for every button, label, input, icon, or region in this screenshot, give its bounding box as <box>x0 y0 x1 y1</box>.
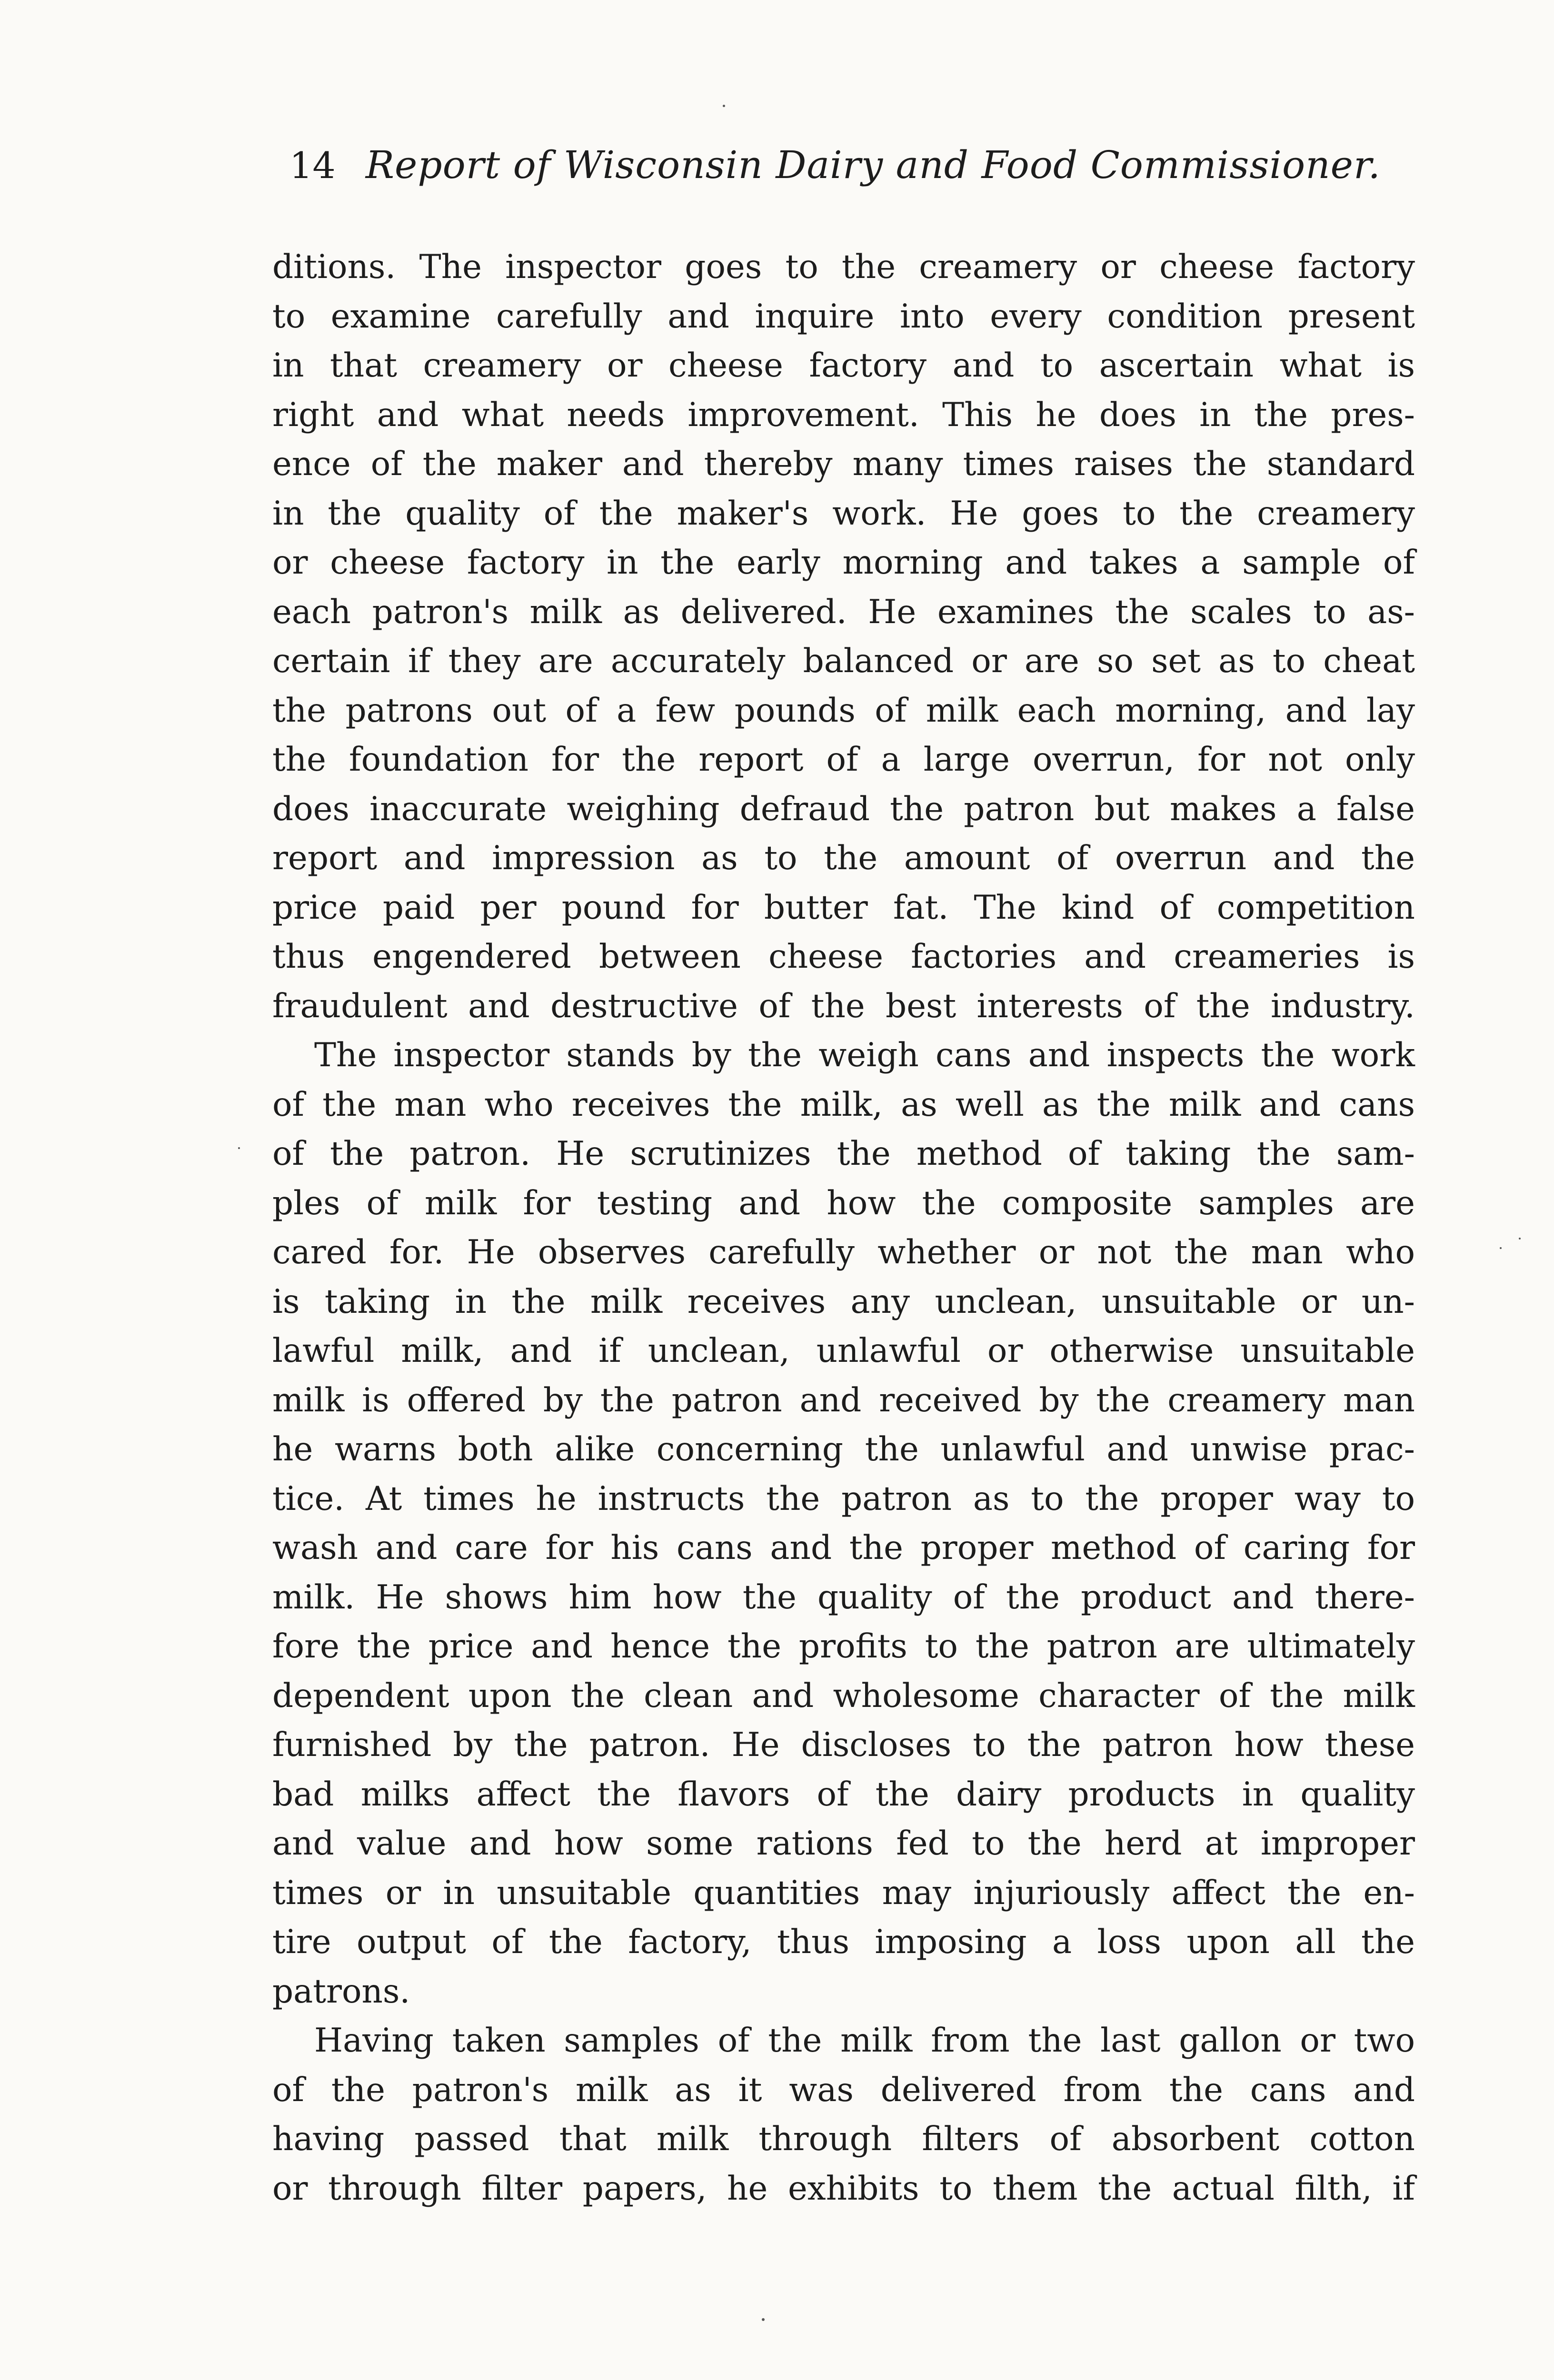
text-line: tire output of the factory, thus imposing a loss upon all the <box>272 1923 1415 1961</box>
text-line: of the man who receives the milk, as well as the milk and cans <box>272 1085 1415 1124</box>
text-line: he warns both alike concerning the unlawful and unwise prac- <box>272 1430 1415 1468</box>
text-line: does inaccurate weighing defraud the patron but makes a false <box>272 790 1415 828</box>
body-text <box>272 243 1415 2213</box>
paragraph-3 <box>272 2016 1415 2213</box>
text-line: is taking in the milk receives any unclean, unsuitable or un- <box>272 1282 1415 1321</box>
text-line: wash and care for his cans and the proper method of caring for <box>272 1529 1415 1567</box>
text-line: in that creamery or cheese factory and to ascertain what is <box>272 347 1415 385</box>
text-line: in the quality of the maker's work. He goes to the creamery <box>272 494 1415 533</box>
text-line: ples of milk for testing and how the composite samples are <box>272 1184 1415 1222</box>
text-line: having passed that milk through filters of absorbent cotton <box>272 2120 1415 2158</box>
ink-speck <box>723 105 725 107</box>
text-line: or through filter papers, he exhibits to them the actual filth, if <box>272 2169 1415 2208</box>
text-line: ditions. The inspector goes to the creamery or cheese factory <box>272 248 1415 286</box>
paragraph-1 <box>272 243 1415 1031</box>
text-line: times or in unsuitable quantities may injuriously affect the en- <box>272 1874 1415 1912</box>
text-line: the patrons out of a few pounds of milk each morning, and lay <box>272 691 1415 730</box>
text-line: milk. He shows him how the quality of the product and there- <box>272 1578 1415 1616</box>
paragraph-2 <box>272 1031 1415 2016</box>
ink-speck <box>1500 1247 1502 1249</box>
text-line: and value and how some rations fed to the herd at improper <box>272 1825 1415 1863</box>
ink-speck <box>1519 1238 1521 1240</box>
text-line: price paid per pound for butter fat. The kind of competition <box>272 888 1415 927</box>
text-line: report and impression as to the amount of overrun and the <box>272 839 1415 877</box>
text-line: thus engendered between cheese factories and creameries is <box>272 938 1415 976</box>
text-line: fraudulent and destructive of the best interests of the industry. <box>272 987 1415 1025</box>
text-line: tice. At times he instructs the patron as to the proper way to <box>272 1479 1415 1518</box>
text-line: furnished by the patron. He discloses to the patron how these <box>272 1726 1415 1764</box>
text-line: certain if they are accurately balanced or are so set as to cheat <box>272 642 1415 680</box>
text-line: patrons. <box>272 1972 410 2011</box>
text-line: dependent upon the clean and wholesome character of the milk <box>272 1676 1415 1715</box>
text-line: lawful milk, and if unclean, unlawful or otherwise unsuitable <box>272 1332 1415 1370</box>
ink-speck <box>238 1147 240 1149</box>
text-line: of the patron's milk as it was delivered from the cans and <box>272 2071 1415 2109</box>
running-head <box>289 143 1423 205</box>
text-line: milk is offered by the patron and received by the creamery man <box>272 1381 1415 1419</box>
text-line: the foundation for the report of a large overrun, for not only <box>272 741 1415 779</box>
text-line: each patron's milk as delivered. He examines the scales to as- <box>272 593 1415 631</box>
running-title: Report of Wisconsin Dairy and Food Commissioner. <box>365 143 1381 187</box>
page-number: 14 <box>289 144 336 187</box>
text-line: of the patron. He scrutinizes the method of taking the sam- <box>272 1135 1415 1173</box>
ink-speck <box>762 2318 765 2321</box>
text-line: right and what needs improvement. This he does in the pres- <box>272 396 1415 434</box>
text-line: to examine carefully and inquire into every condition present <box>272 297 1415 336</box>
text-line: bad milks affect the flavors of the dairy products in quality <box>272 1775 1415 1814</box>
text-line: Having taken samples of the milk from the last gallon or two <box>314 2022 1415 2060</box>
text-line: The inspector stands by the weigh cans and inspects the work <box>314 1036 1415 1074</box>
text-line: fore the price and hence the profits to the patron are ultimately <box>272 1627 1415 1666</box>
text-line: cared for. He observes carefully whether or not the man who <box>272 1233 1415 1271</box>
text-line: or cheese factory in the early morning and takes a sample of <box>272 544 1415 582</box>
text-line: ence of the maker and thereby many times raises the standard <box>272 445 1415 483</box>
